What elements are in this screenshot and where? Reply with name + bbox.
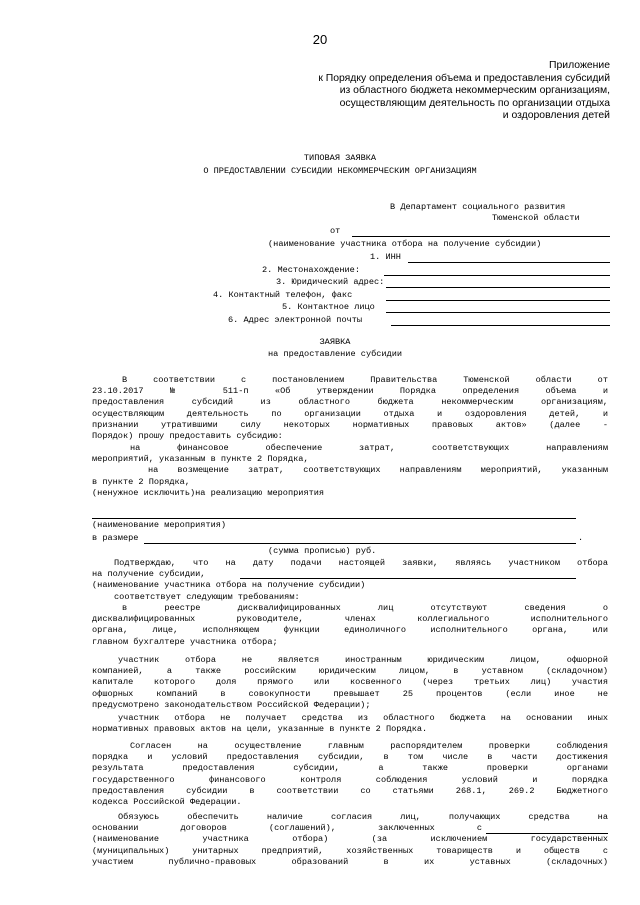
amount-hint: (сумма прописью) руб.	[268, 546, 377, 556]
page-number: 20	[312, 32, 328, 47]
text-line: дисквалифицированных руководителе, членах коллегиального исполнительного	[92, 614, 608, 625]
text-line: (наименование участника отбора на получение субсидии)	[92, 580, 366, 591]
text-line: капитале которого доля прямого или косвенного (через третьих лиц) участия	[92, 677, 608, 688]
text-line: Согласен на осуществление главным распорядителем проверки соблюдения	[130, 741, 608, 751]
event-hint: (наименование мероприятия)	[92, 520, 227, 530]
form-title	[0, 153, 640, 177]
legal-address-field[interactable]	[386, 287, 610, 288]
location-label: 2. Местонахождение:	[262, 265, 360, 275]
confirm-paragraph	[92, 558, 608, 603]
text-line: участием публично-правовых образований в их уставных (складочных)	[92, 856, 608, 867]
inn-label: 1. ИНН	[370, 252, 401, 262]
text-line: главном бухгалтере участника отбора;	[92, 636, 278, 647]
text-line: мероприятий, указанным в пункте 2 Порядка,	[92, 454, 309, 465]
addressee-line: В Департамент социального развития	[390, 202, 566, 212]
text-line: 23.10.2017 № 511-п «Об утверждении Порядка определения объема и	[92, 386, 608, 397]
text-line: признании утратившими силу некоторых нормативных правовых актов» (далее -	[92, 419, 608, 430]
email-label: 6. Адрес электронной почты	[228, 315, 363, 325]
requirement-1	[92, 603, 608, 648]
text-line: на получение субсидии,	[92, 569, 206, 580]
participant-field[interactable]	[240, 578, 576, 579]
text-line: (наименование участника отбора) (за исключением государственных	[92, 834, 608, 845]
text-line: государственного финансового контроля соблюдения условий и порядка	[92, 774, 608, 785]
addressee	[380, 202, 616, 224]
legal-address-label: 3. Юридический адрес:	[276, 277, 385, 287]
text-line: на возмещение затрат, соответствующих направлениям мероприятий, указанным	[148, 465, 608, 476]
text-line: соответствует следующим требованиям:	[114, 591, 300, 602]
text-line: результата предоставления субсидии, а также проверки органами	[92, 763, 608, 774]
contractor-field[interactable]	[486, 833, 608, 834]
text-line: (муниципальных) унитарных предприятий, хозяйственных товариществ и обществ с	[92, 845, 608, 856]
annex-line: Приложение	[549, 60, 610, 71]
text-line: (ненужное исключить)на реализацию мероприятия	[92, 487, 325, 498]
text-line: предоставления субсидии в соответствии со статьями 268.1, 269.2 Бюджетного	[92, 785, 608, 796]
amount-period: .	[578, 533, 584, 543]
text-line: органа, лице, исполняющем функции единоличного исполнительного органа, или	[92, 625, 608, 636]
text-line: офшорных компаний в совокупности превышает 25 процентов (если иное не	[92, 688, 608, 699]
text-line: участник отбора не получает средства из областного бюджета на основании иных	[118, 713, 608, 723]
application-title	[0, 337, 640, 360]
text-line: предусмотрено законодательством Российской Федерации);	[92, 699, 371, 710]
text-line: осуществляющим деятельность по организации отдыха и оздоровления детей, и	[92, 408, 608, 419]
intro-paragraph	[92, 375, 608, 442]
text-line: кодекса Российской Федерации.	[92, 796, 242, 807]
text-line: компанией, а также российским юридическим лицом, в уставном (складочном)	[92, 666, 608, 677]
annex-line: и оздоровления детей	[502, 110, 610, 122]
text-line: нормативных правовых актов на цели, указанные в пункте 2 Порядка.	[92, 724, 428, 735]
text-line: в пункте 2 Порядка,	[92, 476, 190, 487]
amount-label: в размере	[92, 533, 139, 543]
application-title-line: ЗАЯВКА	[319, 337, 351, 347]
from-hint: (наименование участника отбора на получение субсидии)	[268, 239, 542, 249]
consent-paragraph	[92, 741, 608, 808]
text-line: Подтверждаю, что на дату подачи настоящей заявки, являясь участником отбора	[114, 558, 608, 568]
requirement-2	[92, 655, 608, 711]
application-title-line: на предоставление субсидии	[267, 349, 403, 360]
contact-field[interactable]	[386, 312, 610, 313]
from-label: от	[330, 226, 341, 236]
obligation-paragraph	[92, 812, 608, 868]
event-field[interactable]	[92, 518, 576, 519]
annex-line: к Порядку определения объема и предоставления субсидий	[318, 72, 610, 84]
annex-block	[230, 60, 610, 123]
requirement-3	[92, 713, 608, 735]
amount-field[interactable]	[144, 543, 576, 544]
location-field[interactable]	[384, 275, 610, 276]
form-title-line: О ПРЕДОСТАВЛЕНИИ СУБСИДИИ НЕКОММЕРЧЕСКИМ ОРГАНИЗАЦИЯМ	[203, 166, 477, 177]
text-line: основании договоров (соглашений), заключенных с	[92, 823, 482, 834]
options-paragraph	[92, 443, 608, 499]
text-line: порядка и условий предоставления субсидии, в том числе в части достижения	[92, 752, 608, 763]
text-line: на финансовое обеспечение затрат, соответствующих направлениям	[130, 443, 608, 453]
text-line: В соответствии с постановлением Правительства Тюменской области от	[122, 375, 608, 385]
annex-line: из областного бюджета некоммерческим организациям,	[339, 85, 610, 97]
annex-line: осуществляющим деятельность по организации отдыха	[339, 97, 610, 109]
phone-field[interactable]	[386, 300, 610, 301]
phone-label: 4. Контактный телефон, факс	[213, 290, 353, 300]
text-line: в реестре дисквалифицированных лиц отсутствуют сведения о	[122, 603, 608, 613]
addressee-line: Тюменской области	[492, 213, 580, 224]
text-line: предоставления субсидий из областного бюджета некоммерческим организациям,	[92, 397, 608, 408]
text-line: участник отбора не является иностранным юридическим лицом, офшорной	[118, 655, 608, 665]
from-field[interactable]	[352, 236, 610, 237]
inn-field[interactable]	[408, 262, 610, 263]
form-title-line: ТИПОВАЯ ЗАЯВКА	[303, 153, 377, 163]
contact-label: 5. Контактное лицо	[282, 302, 375, 312]
text-line: Порядок) прошу предоставить субсидию:	[92, 430, 283, 441]
email-field[interactable]	[391, 325, 610, 326]
text-line: Обязуюсь обеспечить наличие согласия лиц, получающих средства на	[118, 812, 608, 822]
